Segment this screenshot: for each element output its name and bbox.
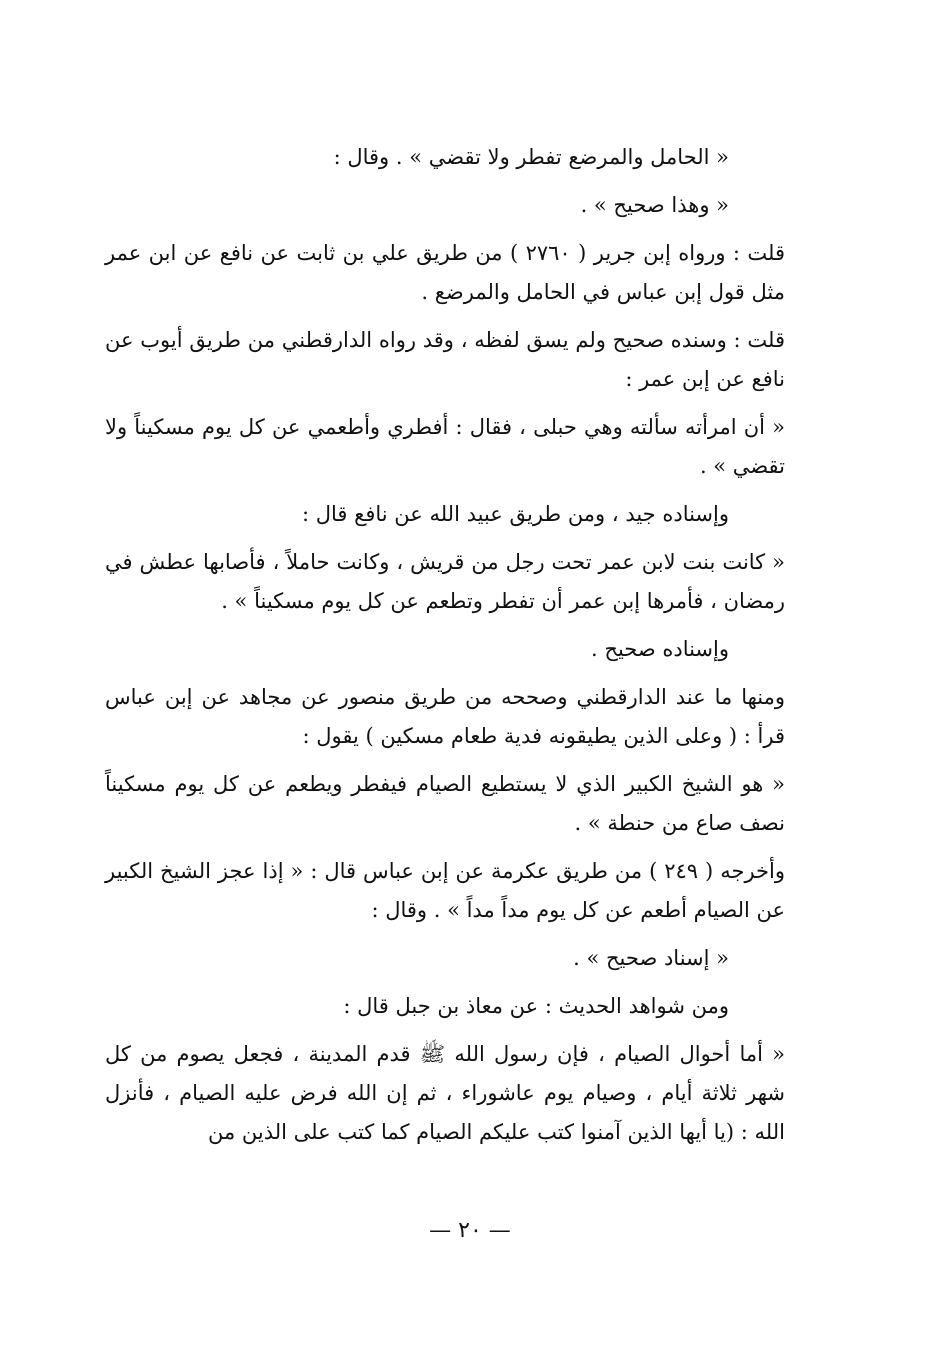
- paragraph: وإسناده جيد ، ومن طريق عبيد الله عن نافع قال :: [302, 502, 729, 526]
- paragraph: ومنها ما عند الدارقطني وصححه من طريق منصور عن مجاهد عن إبن عباس قرأ : ( وعلى الذين يطيقونه فدية طعام مسكين ) يقول :: [105, 685, 785, 748]
- paragraph: وأخرجه ( ٢٤٩ ) من طريق عكرمة عن إبن عباس قال : « إذا عجز الشيخ الكبير عن الصيام أطعم عن كل يوم مداً مداً » . وقال :: [105, 859, 785, 922]
- paragraph: « الحامل والمرضع تفطر ولا تقضي » . وقال :: [333, 145, 729, 169]
- paragraph: « كانت بنت لابن عمر تحت رجل من قريش ، وكانت حاملاً ، فأصابها عطش في رمضان ، فأمرها إبن عمر أن تفطر وتطعم عن كل يوم مسكيناً » .: [105, 550, 786, 613]
- paragraph: قلت : وسنده صحيح ولم يسق لفظه ، وقد رواه الدارقطني من طريق أيوب عن نافع عن إبن عمر :: [105, 328, 785, 391]
- page-number: — ٢٠ —: [429, 1218, 511, 1243]
- paragraph: « أن امرأته سألته وهي حبلى ، فقال : أفطري وأطعمي عن كل يوم مسكيناً ولا تقضي » .: [105, 415, 785, 478]
- paragraph: قلت : ورواه إبن جرير ( ٢٧٦٠ ) من طريق علي بن ثابت عن نافع عن ابن عمر مثل قول إبن عباس في الحامل والمرضع .: [105, 241, 786, 304]
- body-text: [105, 138, 785, 1161]
- paragraph: « وهذا صحيح » .: [580, 193, 729, 217]
- paragraph: وإسناده صحيح .: [591, 637, 729, 661]
- paragraph: « هو الشيخ الكبير الذي لا يستطيع الصيام فيفطر ويطعم عن كل يوم مسكيناً نصف صاع من حنطة » .: [105, 772, 785, 835]
- paragraph: « إسناد صحيح » .: [573, 946, 729, 970]
- paragraph: « أما أحوال الصيام ، فإن رسول الله ﷺ قدم المدينة ، فجعل يصوم من كل شهر ثلاثة أيام ، وصيام يوم عاشوراء ، ثم إن الله فرض عليه الصيام ، فأنزل الله : (يا أيها الذين آمنوا كتب عليكم الصيام كما كتب على الذين من: [105, 1042, 785, 1144]
- paragraph: ومن شواهد الحديث : عن معاذ بن جبل قال :: [343, 994, 729, 1018]
